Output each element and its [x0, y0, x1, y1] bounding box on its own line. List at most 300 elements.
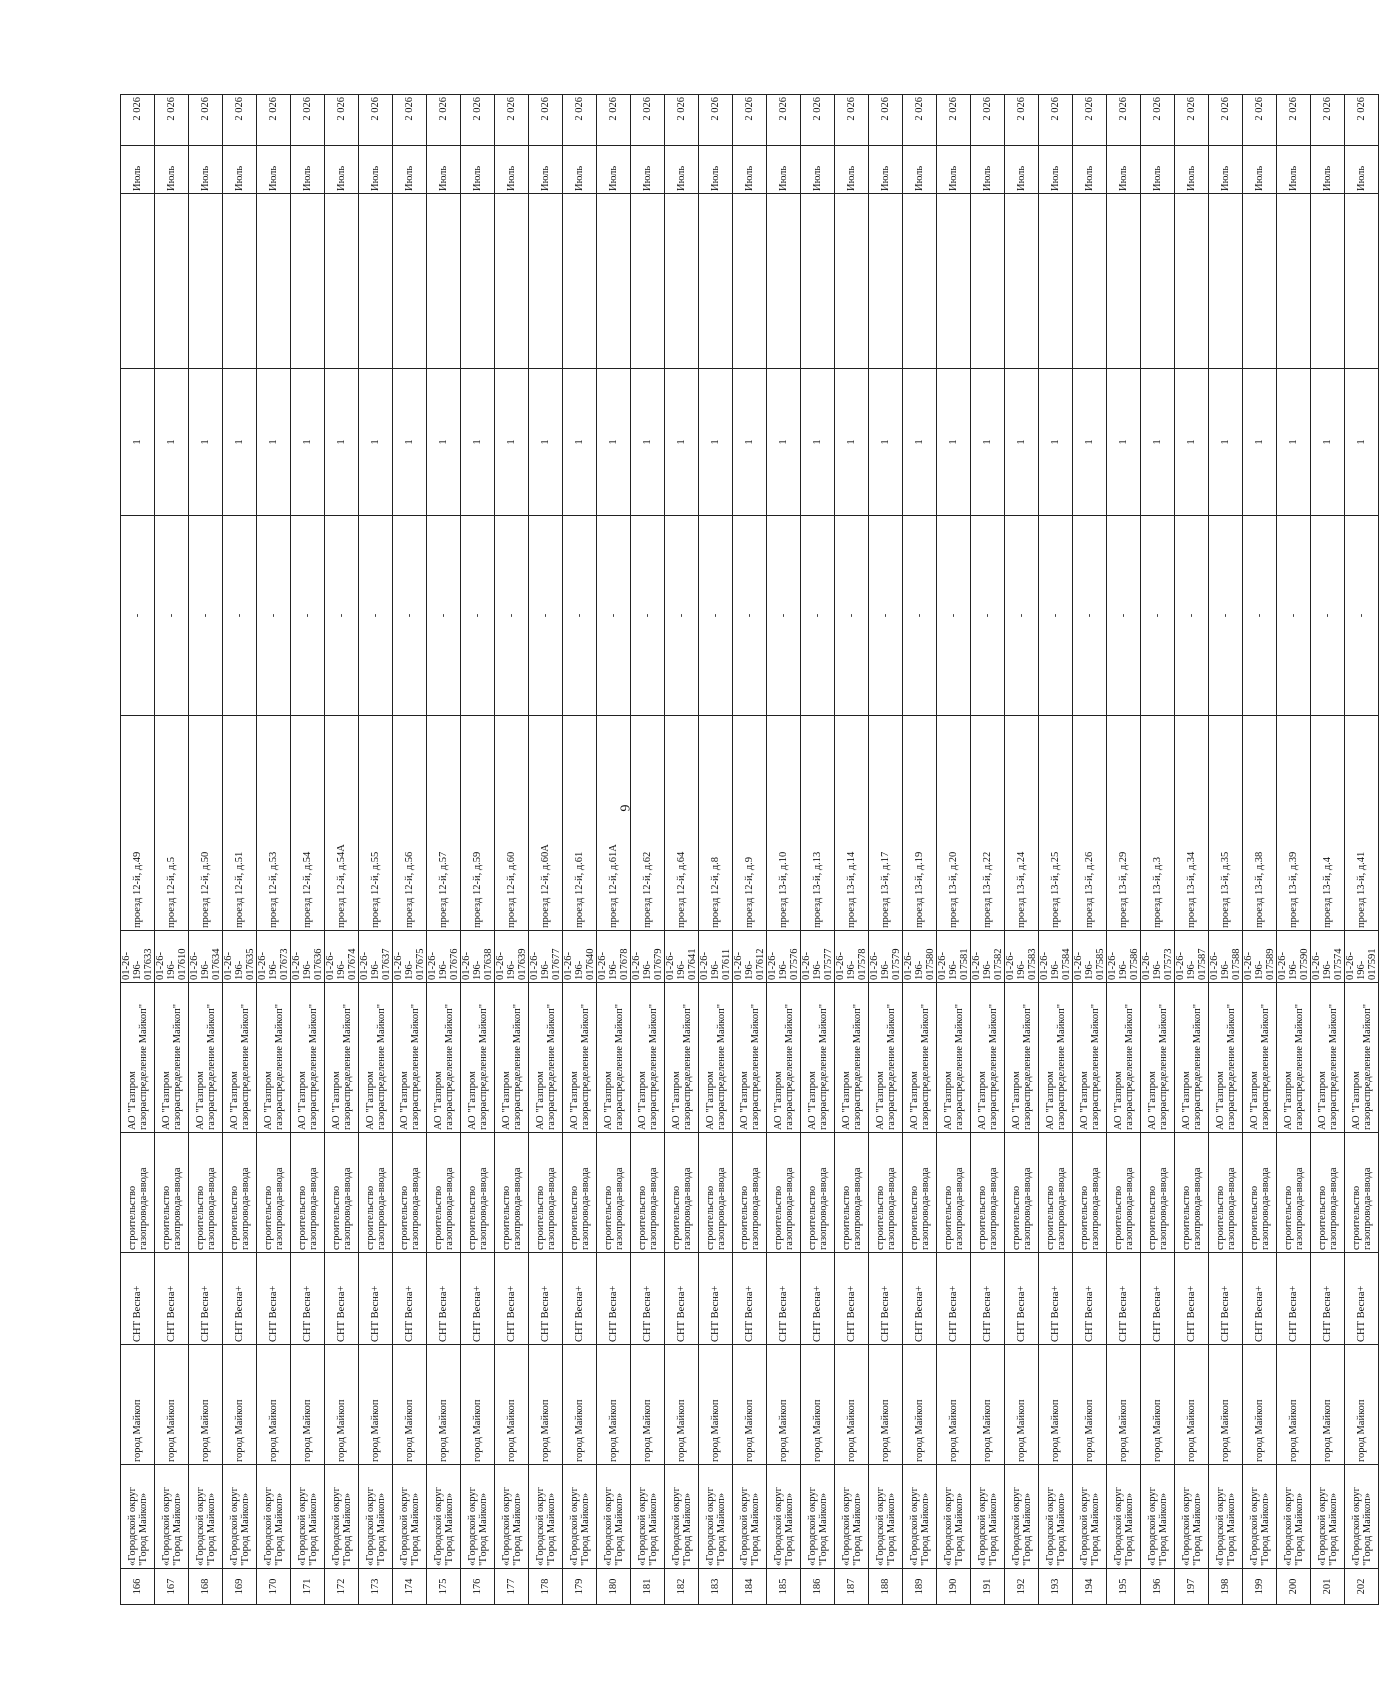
district-cell: «Городской округ "Город Майкоп»	[495, 1465, 529, 1569]
dash-cell: -	[1039, 516, 1073, 716]
code-cell: 01-26-196-017584	[1039, 931, 1073, 983]
dash-cell: -	[393, 516, 427, 716]
organization-cell: АО "Газпром газораспределение Майкоп"	[971, 983, 1005, 1133]
month-cell: Июль	[393, 146, 427, 194]
row-number-cell: 181	[631, 1569, 665, 1605]
code-cell: 01-26-196-017611	[699, 931, 733, 983]
code-cell: 01-26-196-017674	[325, 931, 359, 983]
organization-cell: АО "Газпром газораспределение Майкоп"	[1209, 983, 1243, 1133]
work-type-cell: строительство газопровода-ввода	[1039, 1133, 1073, 1253]
row-number-cell: 178	[529, 1569, 563, 1605]
row-number-cell: 184	[733, 1569, 767, 1605]
month-cell: Июль	[869, 146, 903, 194]
object-cell: СНТ Весна+	[257, 1253, 291, 1345]
row-number-cell: 167	[155, 1569, 189, 1605]
address-cell: проезд 12-й, д.56	[393, 716, 427, 931]
count-cell: 1	[291, 369, 325, 516]
address-cell: проезд 12-й, д.55	[359, 716, 393, 931]
organization-cell: АО "Газпром газораспределение Майкоп"	[223, 983, 257, 1133]
organization-cell: АО "Газпром газораспределение Майкоп"	[427, 983, 461, 1133]
district-cell: «Городской округ "Город Майкоп»	[257, 1465, 291, 1569]
code-cell: 01-26-196-017675	[393, 931, 427, 983]
locality-cell: город Майкоп	[801, 1345, 835, 1465]
dash-cell: -	[1209, 516, 1243, 716]
locality-cell: город Майкоп	[461, 1345, 495, 1465]
organization-cell: АО "Газпром газораспределение Майкоп"	[121, 983, 155, 1133]
count-cell: 1	[189, 369, 223, 516]
empty-cell	[1005, 194, 1039, 369]
dash-cell: -	[835, 516, 869, 716]
empty-cell	[291, 194, 325, 369]
district-cell: «Городской округ "Город Майкоп»	[563, 1465, 597, 1569]
year-cell: 2 026	[699, 95, 733, 146]
locality-cell: город Майкоп	[665, 1345, 699, 1465]
address-cell: проезд 13-й, д.17	[869, 716, 903, 931]
organization-cell: АО "Газпром газораспределение Майкоп"	[1175, 983, 1209, 1133]
locality-cell: город Майкоп	[359, 1345, 393, 1465]
empty-cell	[699, 194, 733, 369]
table-row	[1243, 95, 1277, 1605]
code-cell: 01-26-196-017637	[359, 931, 393, 983]
organization-cell: АО "Газпром газораспределение Майкоп"	[733, 983, 767, 1133]
locality-cell: город Майкоп	[767, 1345, 801, 1465]
organization-cell: АО "Газпром газораспределение Майкоп"	[257, 983, 291, 1133]
address-cell: проезд 13-й, д.4	[1311, 716, 1345, 931]
row-number-cell: 200	[1277, 1569, 1311, 1605]
month-cell: Июль	[835, 146, 869, 194]
table-row	[325, 95, 359, 1605]
month-cell: Июль	[495, 146, 529, 194]
organization-cell: АО "Газпром газораспределение Майкоп"	[665, 983, 699, 1133]
code-cell: 01-26-196-017636	[291, 931, 325, 983]
organization-cell: АО "Газпром газораспределение Майкоп"	[189, 983, 223, 1133]
empty-cell	[1209, 194, 1243, 369]
year-cell: 2 026	[631, 95, 665, 146]
address-cell: проезд 12-й, д.57	[427, 716, 461, 931]
code-cell: 01-26-196-017638	[461, 931, 495, 983]
row-number-cell: 180	[597, 1569, 631, 1605]
district-cell: «Городской округ "Город Майкоп»	[699, 1465, 733, 1569]
count-cell: 1	[1209, 369, 1243, 516]
count-cell: 1	[1141, 369, 1175, 516]
organization-cell: АО "Газпром газораспределение Майкоп"	[631, 983, 665, 1133]
row-number-cell: 196	[1141, 1569, 1175, 1605]
object-cell: СНТ Весна+	[1005, 1253, 1039, 1345]
table-row	[529, 95, 563, 1605]
address-cell: проезд 12-й, д.61А	[597, 716, 631, 931]
month-cell: Июль	[937, 146, 971, 194]
locality-cell: город Майкоп	[495, 1345, 529, 1465]
code-cell: 01-26-196-017639	[495, 931, 529, 983]
count-cell: 1	[359, 369, 393, 516]
year-cell: 2 026	[223, 95, 257, 146]
empty-cell	[1345, 194, 1379, 369]
object-cell: СНТ Весна+	[835, 1253, 869, 1345]
district-cell: «Городской округ "Город Майкоп»	[121, 1465, 155, 1569]
dash-cell: -	[1345, 516, 1379, 716]
address-cell: проезд 12-й, д.53	[257, 716, 291, 931]
table-row	[1107, 95, 1141, 1605]
work-type-cell: строительство газопровода-ввода	[291, 1133, 325, 1253]
year-cell: 2 026	[869, 95, 903, 146]
object-cell: СНТ Весна+	[631, 1253, 665, 1345]
table-row	[767, 95, 801, 1605]
locality-cell: город Майкоп	[937, 1345, 971, 1465]
count-cell: 1	[665, 369, 699, 516]
object-cell: СНТ Весна+	[325, 1253, 359, 1345]
code-cell: 01-26-196-017573	[1141, 931, 1175, 983]
district-cell: «Городской округ "Город Майкоп»	[1243, 1465, 1277, 1569]
empty-cell	[835, 194, 869, 369]
empty-cell	[1141, 194, 1175, 369]
object-cell: СНТ Весна+	[563, 1253, 597, 1345]
row-number-cell: 186	[801, 1569, 835, 1605]
empty-cell	[903, 194, 937, 369]
work-type-cell: строительство газопровода-ввода	[937, 1133, 971, 1253]
organization-cell: АО "Газпром газораспределение Майкоп"	[529, 983, 563, 1133]
row-number-cell: 202	[1345, 1569, 1379, 1605]
object-cell: СНТ Весна+	[1073, 1253, 1107, 1345]
count-cell: 1	[1175, 369, 1209, 516]
work-type-cell: строительство газопровода-ввода	[359, 1133, 393, 1253]
locality-cell: город Майкоп	[325, 1345, 359, 1465]
object-cell: СНТ Весна+	[903, 1253, 937, 1345]
month-cell: Июль	[1073, 146, 1107, 194]
month-cell: Июль	[597, 146, 631, 194]
district-cell: «Городской округ "Город Майкоп»	[1073, 1465, 1107, 1569]
work-type-cell: строительство газопровода-ввода	[529, 1133, 563, 1253]
month-cell: Июль	[733, 146, 767, 194]
month-cell: Июль	[155, 146, 189, 194]
count-cell: 1	[427, 369, 461, 516]
month-cell: Июль	[291, 146, 325, 194]
address-cell: проезд 13-й, д.38	[1243, 716, 1277, 931]
work-type-cell: строительство газопровода-ввода	[393, 1133, 427, 1253]
table-row	[495, 95, 529, 1605]
table-row	[869, 95, 903, 1605]
address-cell: проезд 13-й, д.35	[1209, 716, 1243, 931]
code-cell: 01-26-196-017677	[529, 931, 563, 983]
organization-cell: АО "Газпром газораспределение Майкоп"	[1345, 983, 1379, 1133]
locality-cell: город Майкоп	[1107, 1345, 1141, 1465]
work-type-cell: строительство газопровода-ввода	[495, 1133, 529, 1253]
organization-cell: АО "Газпром газораспределение Майкоп"	[291, 983, 325, 1133]
dash-cell: -	[257, 516, 291, 716]
district-cell: «Городской округ "Город Майкоп»	[1175, 1465, 1209, 1569]
address-cell: проезд 12-й, д.54А	[325, 716, 359, 931]
address-cell: проезд 13-й, д.3	[1141, 716, 1175, 931]
year-cell: 2 026	[1243, 95, 1277, 146]
month-cell: Июль	[257, 146, 291, 194]
locality-cell: город Майкоп	[155, 1345, 189, 1465]
year-cell: 2 026	[461, 95, 495, 146]
dash-cell: -	[1311, 516, 1345, 716]
row-number-cell: 172	[325, 1569, 359, 1605]
object-cell: СНТ Весна+	[1277, 1253, 1311, 1345]
count-cell: 1	[495, 369, 529, 516]
object-cell: СНТ Весна+	[427, 1253, 461, 1345]
organization-cell: АО "Газпром газораспределение Майкоп"	[597, 983, 631, 1133]
locality-cell: город Майкоп	[563, 1345, 597, 1465]
dash-cell: -	[869, 516, 903, 716]
dash-cell: -	[461, 516, 495, 716]
organization-cell: АО "Газпром газораспределение Майкоп"	[495, 983, 529, 1133]
table-row	[699, 95, 733, 1605]
address-cell: проезд 12-й, д.49	[121, 716, 155, 931]
year-cell: 2 026	[1039, 95, 1073, 146]
count-cell: 1	[1107, 369, 1141, 516]
work-type-cell: строительство газопровода-ввода	[257, 1133, 291, 1253]
count-cell: 1	[155, 369, 189, 516]
count-cell: 1	[971, 369, 1005, 516]
organization-cell: АО "Газпром газораспределение Майкоп"	[869, 983, 903, 1133]
district-cell: «Городской округ "Город Майкоп»	[971, 1465, 1005, 1569]
year-cell: 2 026	[665, 95, 699, 146]
row-number-cell: 170	[257, 1569, 291, 1605]
district-cell: «Городской округ "Город Майкоп»	[393, 1465, 427, 1569]
work-type-cell: строительство газопровода-ввода	[1311, 1133, 1345, 1253]
dash-cell: -	[937, 516, 971, 716]
year-cell: 2 026	[1175, 95, 1209, 146]
year-cell: 2 026	[427, 95, 461, 146]
month-cell: Июль	[767, 146, 801, 194]
district-cell: «Городской округ "Город Майкоп»	[291, 1465, 325, 1569]
work-type-cell: строительство газопровода-ввода	[121, 1133, 155, 1253]
address-cell: проезд 12-й, д.61	[563, 716, 597, 931]
empty-cell	[393, 194, 427, 369]
address-cell: проезд 13-й, д.34	[1175, 716, 1209, 931]
address-cell: проезд 12-й, д.5	[155, 716, 189, 931]
address-cell: проезд 13-й, д.10	[767, 716, 801, 931]
year-cell: 2 026	[1005, 95, 1039, 146]
district-cell: «Городской округ "Город Майкоп»	[835, 1465, 869, 1569]
count-cell: 1	[597, 369, 631, 516]
district-cell: «Городской округ "Город Майкоп»	[325, 1465, 359, 1569]
organization-cell: АО "Газпром газораспределение Майкоп"	[1073, 983, 1107, 1133]
table-row	[427, 95, 461, 1605]
organization-cell: АО "Газпром газораспределение Майкоп"	[325, 983, 359, 1133]
year-cell: 2 026	[1209, 95, 1243, 146]
month-cell: Июль	[563, 146, 597, 194]
year-cell: 2 026	[767, 95, 801, 146]
month-cell: Июль	[1175, 146, 1209, 194]
table-row	[1345, 95, 1379, 1605]
table-row	[835, 95, 869, 1605]
organization-cell: АО "Газпром газораспределение Майкоп"	[835, 983, 869, 1133]
code-cell: 01-26-196-017633	[121, 931, 155, 983]
locality-cell: город Майкоп	[1277, 1345, 1311, 1465]
count-cell: 1	[563, 369, 597, 516]
dash-cell: -	[1073, 516, 1107, 716]
locality-cell: город Майкоп	[869, 1345, 903, 1465]
year-cell: 2 026	[597, 95, 631, 146]
empty-cell	[1243, 194, 1277, 369]
row-number-cell: 171	[291, 1569, 325, 1605]
object-cell: СНТ Весна+	[155, 1253, 189, 1345]
district-cell: «Городской округ "Город Майкоп»	[1107, 1465, 1141, 1569]
dash-cell: -	[1277, 516, 1311, 716]
empty-cell	[1311, 194, 1345, 369]
object-cell: СНТ Весна+	[1141, 1253, 1175, 1345]
district-cell: «Городской округ "Город Майкоп»	[155, 1465, 189, 1569]
row-number-cell: 185	[767, 1569, 801, 1605]
year-cell: 2 026	[1311, 95, 1345, 146]
district-cell: «Городской округ "Город Майкоп»	[223, 1465, 257, 1569]
table-row	[903, 95, 937, 1605]
organization-cell: АО "Газпром газораспределение Майкоп"	[1005, 983, 1039, 1133]
table-row	[1005, 95, 1039, 1605]
empty-cell	[325, 194, 359, 369]
dash-cell: -	[1107, 516, 1141, 716]
work-type-cell: строительство газопровода-ввода	[325, 1133, 359, 1253]
row-number-cell: 169	[223, 1569, 257, 1605]
code-cell: 01-26-196-017587	[1175, 931, 1209, 983]
count-cell: 1	[903, 369, 937, 516]
object-cell: СНТ Весна+	[121, 1253, 155, 1345]
district-cell: «Городской округ "Город Майкоп»	[1345, 1465, 1379, 1569]
dash-cell: -	[733, 516, 767, 716]
code-cell: 01-26-196-017574	[1311, 931, 1345, 983]
locality-cell: город Майкоп	[427, 1345, 461, 1465]
row-number-cell: 177	[495, 1569, 529, 1605]
code-cell: 01-26-196-017610	[155, 931, 189, 983]
count-cell: 1	[1073, 369, 1107, 516]
object-cell: СНТ Весна+	[767, 1253, 801, 1345]
district-cell: «Городской округ "Город Майкоп»	[1311, 1465, 1345, 1569]
empty-cell	[1039, 194, 1073, 369]
address-cell: проезд 13-й, д.26	[1073, 716, 1107, 931]
count-cell: 1	[631, 369, 665, 516]
year-cell: 2 026	[801, 95, 835, 146]
row-number-cell: 166	[121, 1569, 155, 1605]
district-cell: «Городской округ "Город Майкоп»	[359, 1465, 393, 1569]
organization-cell: АО "Газпром газораспределение Майкоп"	[1311, 983, 1345, 1133]
empty-cell	[427, 194, 461, 369]
year-cell: 2 026	[1345, 95, 1379, 146]
code-cell: 01-26-196-017678	[597, 931, 631, 983]
month-cell: Июль	[1243, 146, 1277, 194]
table-row	[223, 95, 257, 1605]
empty-cell	[1073, 194, 1107, 369]
object-cell: СНТ Весна+	[393, 1253, 427, 1345]
address-cell: проезд 13-й, д.24	[1005, 716, 1039, 931]
object-cell: СНТ Весна+	[359, 1253, 393, 1345]
row-number-cell: 173	[359, 1569, 393, 1605]
dash-cell: -	[495, 516, 529, 716]
empty-cell	[665, 194, 699, 369]
count-cell: 1	[257, 369, 291, 516]
address-cell: проезд 12-й, д.60А	[529, 716, 563, 931]
table-row	[359, 95, 393, 1605]
work-type-cell: строительство газопровода-ввода	[869, 1133, 903, 1253]
empty-cell	[257, 194, 291, 369]
locality-cell: город Майкоп	[1005, 1345, 1039, 1465]
object-cell: СНТ Весна+	[291, 1253, 325, 1345]
count-cell: 1	[835, 369, 869, 516]
month-cell: Июль	[189, 146, 223, 194]
district-cell: «Городской округ "Город Майкоп»	[1277, 1465, 1311, 1569]
object-cell: СНТ Весна+	[937, 1253, 971, 1345]
organization-cell: АО "Газпром газораспределение Майкоп"	[903, 983, 937, 1133]
address-cell: проезд 12-й, д.8	[699, 716, 733, 931]
month-cell: Июль	[1039, 146, 1073, 194]
month-cell: Июль	[631, 146, 665, 194]
year-cell: 2 026	[495, 95, 529, 146]
month-cell: Июль	[1277, 146, 1311, 194]
code-cell: 01-26-196-017641	[665, 931, 699, 983]
month-cell: Июль	[359, 146, 393, 194]
year-cell: 2 026	[325, 95, 359, 146]
row-number-cell: 174	[393, 1569, 427, 1605]
empty-cell	[155, 194, 189, 369]
object-cell: СНТ Весна+	[223, 1253, 257, 1345]
dash-cell: -	[597, 516, 631, 716]
address-cell: проезд 12-й, д.54	[291, 716, 325, 931]
work-type-cell: строительство газопровода-ввода	[767, 1133, 801, 1253]
code-cell: 01-26-196-017635	[223, 931, 257, 983]
row-number-cell: 201	[1311, 1569, 1345, 1605]
table-row	[597, 95, 631, 1605]
object-cell: СНТ Весна+	[529, 1253, 563, 1345]
table-row	[291, 95, 325, 1605]
code-cell: 01-26-196-017676	[427, 931, 461, 983]
table-row	[155, 95, 189, 1605]
month-cell: Июль	[1107, 146, 1141, 194]
code-cell: 01-26-196-017577	[801, 931, 835, 983]
address-cell: проезд 13-й, д.25	[1039, 716, 1073, 931]
organization-cell: АО "Газпром газораспределение Майкоп"	[1277, 983, 1311, 1133]
row-number-cell: 199	[1243, 1569, 1277, 1605]
month-cell: Июль	[1345, 146, 1379, 194]
district-cell: «Городской округ "Город Майкоп»	[461, 1465, 495, 1569]
locality-cell: город Майкоп	[1209, 1345, 1243, 1465]
district-cell: «Городской округ "Город Майкоп»	[631, 1465, 665, 1569]
district-cell: «Городской округ "Город Майкоп»	[1039, 1465, 1073, 1569]
count-cell: 1	[223, 369, 257, 516]
empty-cell	[461, 194, 495, 369]
table-row	[1175, 95, 1209, 1605]
row-number-cell: 182	[665, 1569, 699, 1605]
table-row	[1073, 95, 1107, 1605]
object-cell: СНТ Весна+	[189, 1253, 223, 1345]
table-row	[801, 95, 835, 1605]
row-number-cell: 188	[869, 1569, 903, 1605]
work-type-cell: строительство газопровода-ввода	[631, 1133, 665, 1253]
dash-cell: -	[699, 516, 733, 716]
work-type-cell: строительство газопровода-ввода	[835, 1133, 869, 1253]
organization-cell: АО "Газпром газораспределение Майкоп"	[155, 983, 189, 1133]
table-row	[121, 95, 155, 1605]
dash-cell: -	[223, 516, 257, 716]
address-cell: проезд 12-й, д.9	[733, 716, 767, 931]
empty-cell	[1277, 194, 1311, 369]
row-number-cell: 176	[461, 1569, 495, 1605]
empty-cell	[223, 194, 257, 369]
address-cell: проезд 13-й, д.13	[801, 716, 835, 931]
count-cell: 1	[1311, 369, 1345, 516]
empty-cell	[801, 194, 835, 369]
month-cell: Июль	[223, 146, 257, 194]
row-number-cell: 194	[1073, 1569, 1107, 1605]
code-cell: 01-26-196-017581	[937, 931, 971, 983]
rotated-table-wrapper	[120, 95, 1378, 1605]
object-cell: СНТ Весна+	[1345, 1253, 1379, 1345]
work-type-cell: строительство газопровода-ввода	[427, 1133, 461, 1253]
code-cell: 01-26-196-017580	[903, 931, 937, 983]
object-cell: СНТ Весна+	[1107, 1253, 1141, 1345]
page-number: 6	[616, 804, 632, 812]
year-cell: 2 026	[1107, 95, 1141, 146]
